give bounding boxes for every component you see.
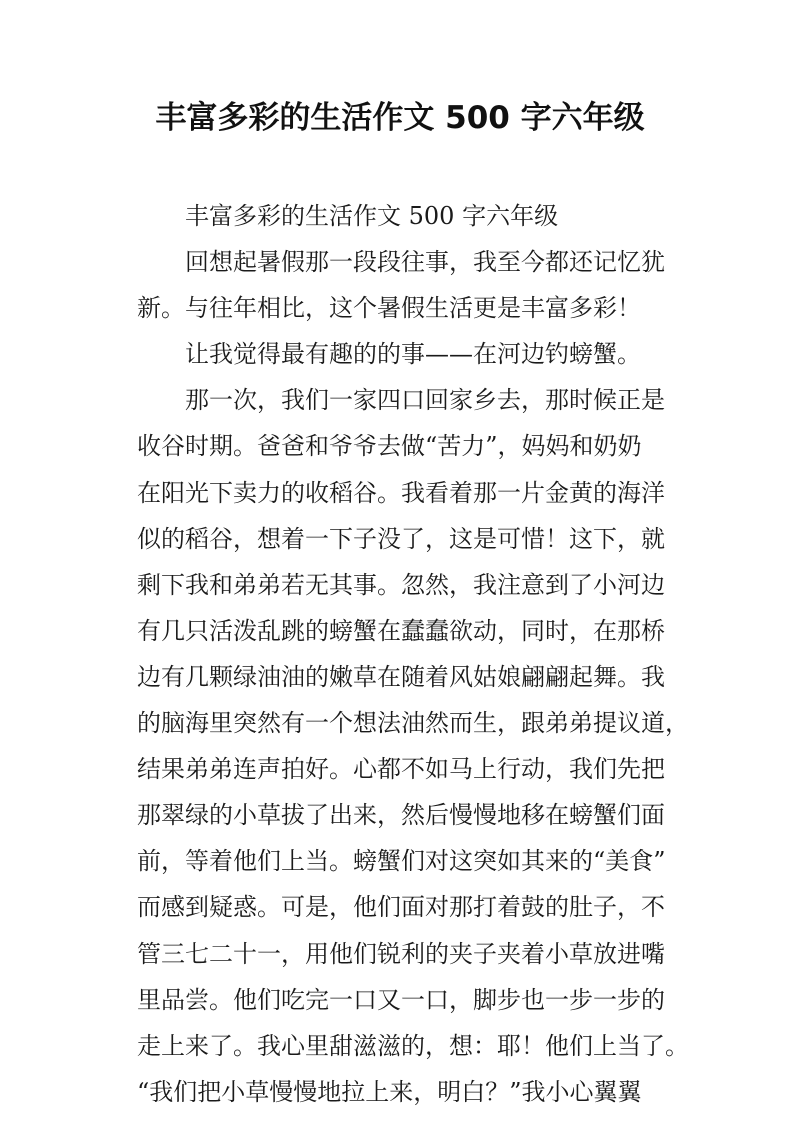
- body-line: 似的稻谷，想着一下子没了，这是可惜！这下，就: [137, 524, 665, 553]
- body-line: 管三七二十一，用他们锐利的夹子夹着小草放进嘴: [137, 939, 665, 968]
- body-line: 回想起暑假那一段段往事，我至今都还记忆犹: [185, 248, 665, 277]
- document-title: 丰富多彩的生活作文 500 字六年级: [155, 100, 645, 136]
- body-line: 前，等着他们上当。螃蟹们对这突如其来的“美食”: [137, 847, 666, 876]
- body-line: 的脑海里突然有一个想法油然而生，跟弟弟提议道，: [137, 709, 689, 738]
- body-line: 有几只活泼乱跳的螃蟹在蠢蠢欲动，同时，在那桥: [137, 616, 665, 645]
- body-line: “我们把小草慢慢地拉上来，明白？”我小心翼翼: [137, 1077, 642, 1106]
- document-body: [137, 193, 689, 1115]
- body-line: 结果弟弟连声拍好。心都不如马上行动，我们先把: [137, 755, 665, 784]
- body-line: 那一次，我们一家四口回家乡去，那时候正是: [185, 386, 665, 415]
- body-line: 而感到疑惑。可是，他们面对那打着鼓的肚子，不: [137, 893, 665, 922]
- body-line: 里品尝。他们吃完一口又一口，脚步也一步一步的: [137, 985, 665, 1014]
- body-line: 在阳光下卖力的收稻谷。我看着那一片金黄的海洋: [137, 478, 665, 507]
- body-line: 新。与往年相比，这个暑假生活更是丰富多彩！: [137, 294, 641, 323]
- body-line: 边有几颗绿油油的嫩草在随着风姑娘翩翩起舞。我: [137, 662, 665, 691]
- body-line: 让我觉得最有趣的的事——在河边钓螃蟹。: [185, 340, 641, 369]
- body-line: 丰富多彩的生活作文 500 字六年级: [185, 202, 559, 230]
- body-line: 走上来了。我心里甜滋滋的，想：耶！他们上当了。: [137, 1031, 689, 1060]
- body-line: 剩下我和弟弟若无其事。忽然，我注意到了小河边: [137, 570, 665, 599]
- body-line: 那翠绿的小草拔了出来，然后慢慢地移在螃蟹们面: [137, 801, 665, 830]
- body-line: 收谷时期。爸爸和爷爷去做“苦力”，妈妈和奶奶: [137, 432, 642, 461]
